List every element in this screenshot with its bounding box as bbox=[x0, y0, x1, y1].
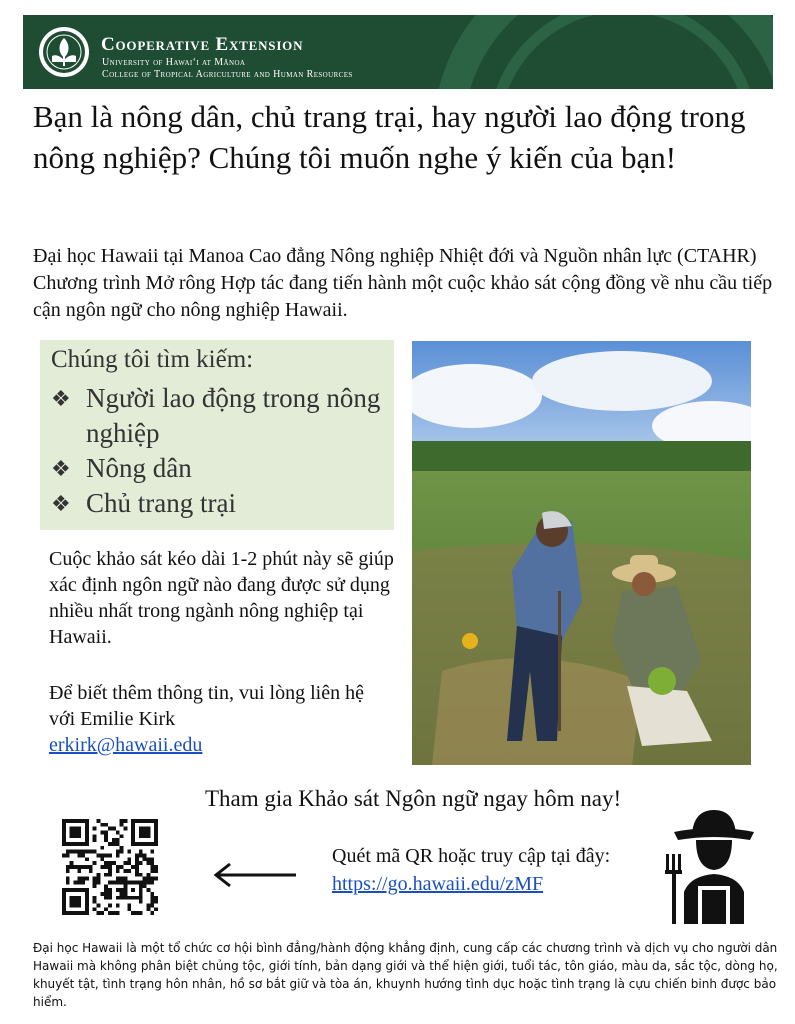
seeking-box bbox=[40, 340, 394, 530]
seeking-title: Chúng tôi tìm kiếm: bbox=[51, 346, 254, 373]
diamond-bullet-icon: ❖ bbox=[51, 491, 71, 516]
scan-text: Quét mã QR hoặc truy cập tại đây: bbox=[332, 845, 611, 867]
survey-description: Cuộc khảo sát kéo dài 1-2 phút này sẽ giúp xác định ngôn ngữ nào đang được sử dụng nhiều nhất trong ngành nông nghiệp tại Hawaii. bbox=[49, 548, 394, 648]
list-item-label: Nông dân bbox=[86, 453, 192, 483]
email-link[interactable]: erkirk@hawaii.edu bbox=[49, 734, 203, 756]
contact-text: Để biết thêm thông tin, vui lòng liên hệ với Emilie Kirk bbox=[49, 682, 364, 730]
farmer-icon bbox=[660, 806, 768, 924]
diamond-bullet-icon: ❖ bbox=[51, 386, 71, 411]
org-subtitle-college: College of Tropical Agriculture and Human Resources bbox=[102, 69, 353, 80]
call-to-action: Tham gia Khảo sát Ngôn ngữ ngay hôm nay! bbox=[205, 786, 622, 811]
farm-scene-illustration bbox=[412, 341, 751, 765]
qr-code[interactable] bbox=[62, 819, 158, 915]
list-item-label: Người lao động trong nông nghiệp bbox=[86, 383, 381, 448]
diamond-bullet-icon: ❖ bbox=[51, 456, 71, 481]
contact-info bbox=[49, 680, 394, 758]
scan-instructions bbox=[332, 842, 632, 898]
arrow-left-icon bbox=[210, 860, 300, 890]
list-item bbox=[40, 486, 386, 521]
survey-link[interactable]: https://go.hawaii.edu/zMF bbox=[332, 873, 544, 895]
org-name: Cooperative Extension bbox=[101, 34, 304, 55]
seal-watermark bbox=[433, 15, 773, 89]
intro-paragraph: Đại học Hawaii tại Manoa Cao đẳng Nông nghiệp Nhiệt đới và Nguồn nhân lực (CTAHR) Chương trình Mở rông Hợp tác đang tiến hành một cuộc khảo sát cộng đồng về nhu cầu tiếp cận ngôn ngữ cho nông nghiệp Hawaii. bbox=[33, 245, 773, 321]
list-item bbox=[40, 451, 386, 486]
seeking-list bbox=[40, 381, 386, 521]
header-banner bbox=[23, 15, 773, 89]
disclaimer: Đại học Hawaii là một tổ chức cơ hội bình đẳng/hành động khẳng định, cung cấp các chương trình và dịch vụ cho người dân Hawaii mà không phân biệt chủng tộc, giới tính, bản dạng giới và thể hiện giới, tuổi tác, tôn giáo, màu da, sắc tộc, dòng họ, khuyết tật, tình trạng hôn nhân, hồ sơ bắt giữ và tòa án, khuynh hướng tình dục hoặc tình trạng là cựu chiến binh được bảo hiểm. bbox=[33, 941, 778, 1009]
list-item-label: Chủ trang trại bbox=[86, 488, 236, 518]
org-subtitle-university: University of Hawai‘i at Mānoa bbox=[102, 57, 246, 68]
university-seal-icon bbox=[38, 26, 90, 78]
list-item bbox=[40, 381, 386, 451]
farmworkers-photo bbox=[412, 341, 751, 765]
page-title: Bạn là nông dân, chủ trang trại, hay người lao động trong nông nghiệp? Chúng tôi muốn nghe ý kiến của bạn! bbox=[33, 99, 746, 175]
